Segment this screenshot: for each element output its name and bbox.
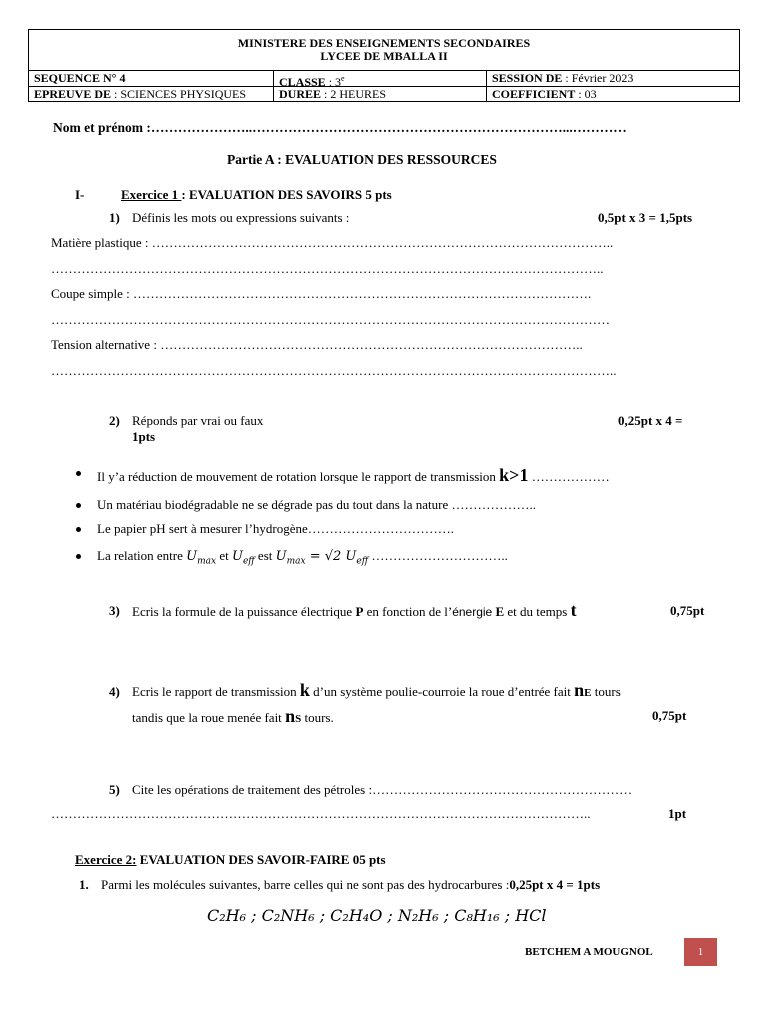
session-cell bbox=[487, 71, 739, 86]
header-row-1 bbox=[29, 71, 739, 87]
answer-line-3[interactable]: ………………………………………………………………………………………………………………….. bbox=[51, 363, 617, 378]
q4-text-d: tandis que la roue menée fait bbox=[132, 710, 286, 725]
epreuve-cell bbox=[29, 87, 274, 102]
q3-p: P bbox=[355, 604, 364, 619]
q1-text: Définis les mots ou expressions suivants : bbox=[132, 210, 350, 225]
q4-n1: n bbox=[574, 680, 585, 700]
school-name: LYCEE DE MBALLA II bbox=[320, 49, 448, 63]
statement-1-text: Il y’a réduction de mouvement de rotation lorsque le rapport de transmission bbox=[97, 469, 500, 484]
header-table bbox=[28, 29, 740, 102]
q1-number: 1) bbox=[109, 210, 120, 225]
q3-e: E bbox=[492, 604, 505, 619]
q4-text-a: Ecris le rapport de transmission bbox=[132, 684, 300, 699]
q3-energie: énergie bbox=[452, 605, 493, 619]
exercise-1-label: Exercice 1 bbox=[121, 187, 182, 202]
q5-number: 5) bbox=[109, 782, 120, 797]
sequence-cell: SEQUENCE N° 4 bbox=[29, 71, 274, 86]
exercise-2-heading bbox=[75, 852, 386, 868]
q4-text-c: tours bbox=[591, 684, 621, 699]
footer-author: BETCHEM A MOUGNOL bbox=[525, 946, 653, 958]
term-matiere-plastique[interactable]: Matière plastique : …………………………………………………………………………………………….. bbox=[51, 235, 614, 250]
ex2-q1-points: 0,25pt x 4 = 1pts bbox=[509, 877, 601, 892]
epreuve-label: EPREUVE DE bbox=[34, 87, 112, 101]
bullet-3-dot bbox=[76, 527, 81, 532]
duree-label: DUREE bbox=[279, 87, 322, 101]
statement-1[interactable] bbox=[97, 465, 610, 486]
page-number-badge bbox=[684, 938, 717, 966]
exercise-2-label: Exercice 2: bbox=[75, 852, 137, 867]
coefficient-label: COEFFICIENT bbox=[492, 87, 576, 101]
statement-4[interactable] bbox=[97, 548, 508, 567]
statement-4-et: et bbox=[216, 548, 232, 563]
statement-2[interactable]: Un matériau biodégradable ne se dégrade pas du tout dans la nature ……………….. bbox=[97, 497, 536, 512]
q3-text-a: Ecris la formule de la puissance électrique bbox=[132, 604, 356, 619]
relation-lhs-sub: max bbox=[286, 556, 306, 567]
answer-line-2[interactable]: ………………………………………………………………………………………………………………… bbox=[51, 312, 610, 327]
q4-n1-sub: E bbox=[584, 687, 592, 699]
statement-4-dots: ………………………….. bbox=[368, 548, 508, 563]
part-a-title: Partie A : EVALUATION DES RESSOURCES bbox=[227, 152, 497, 167]
q2-points-cont: 1pts bbox=[132, 429, 156, 444]
q2-text: Réponds par vrai ou faux bbox=[132, 413, 264, 428]
header-title-block bbox=[29, 30, 739, 71]
q4-text-e: tours. bbox=[301, 710, 334, 725]
epreuve-value: : SCIENCES PHYSIQUES bbox=[111, 87, 247, 101]
q3-number: 3) bbox=[109, 603, 120, 618]
q3-points: 0,75pt bbox=[670, 603, 705, 618]
q2-points: 0,25pt x 4 = bbox=[618, 413, 683, 428]
q3-text-b: en fonction de l’ bbox=[363, 604, 453, 619]
classe-value: : 3 bbox=[325, 75, 342, 89]
umax-sub: max bbox=[197, 556, 217, 567]
relation-lhs: U bbox=[275, 549, 287, 564]
statement-3[interactable]: Le papier pH sert à mesurer l’hydrogène……………………………. bbox=[97, 521, 455, 536]
q4-text-line2 bbox=[132, 706, 334, 727]
header-row-2 bbox=[29, 87, 739, 102]
statement-4-est: est bbox=[254, 548, 276, 563]
relation-rhs: = √2 U bbox=[305, 549, 357, 564]
q5-answer-line[interactable]: …………………………………………………………………………………………………………….. bbox=[51, 806, 591, 821]
q5-text[interactable]: Cite les opérations de traitement des pétroles :…………………………………………………… bbox=[132, 782, 633, 797]
duree-cell bbox=[274, 87, 487, 102]
term-tension-alternative[interactable]: Tension alternative : …………………………………………………………………………………….. bbox=[51, 337, 583, 352]
classe-cell bbox=[274, 71, 487, 89]
q3-text bbox=[132, 600, 577, 621]
classe-label: CLASSE bbox=[279, 75, 326, 89]
bullet-2-dot bbox=[76, 503, 81, 508]
session-value: : Février 2023 bbox=[562, 71, 634, 85]
duree-value: : 2 HEURES bbox=[321, 87, 387, 101]
q4-points: 0,75pt bbox=[652, 708, 687, 723]
ex2-q1-text bbox=[101, 877, 600, 893]
q1-points: 0,5pt x 3 = 1,5pts bbox=[598, 210, 693, 225]
section-number: I- bbox=[75, 187, 85, 202]
q2-number: 2) bbox=[109, 413, 120, 428]
q4-number: 4) bbox=[109, 684, 120, 699]
q4-text-b: d’un système poulie-courroie la roue d’entrée fait bbox=[309, 684, 575, 699]
umax-symbol: U bbox=[186, 549, 198, 564]
q4-text bbox=[132, 680, 621, 701]
exercise-1-title: : EVALUATION DES SAVOIRS 5 pts bbox=[181, 187, 392, 202]
statement-1-dots: ……………… bbox=[528, 469, 610, 484]
name-line[interactable]: Nom et prénom :…………………..……………………………………………………………...………… bbox=[53, 120, 627, 135]
ex2-q1-text-main: Parmi les molécules suivantes, barre celles qui ne sont pas des hydrocarbures : bbox=[101, 877, 510, 892]
bullet-4-dot bbox=[76, 554, 81, 559]
session-label: SESSION DE bbox=[492, 71, 563, 85]
page-number: 1 bbox=[697, 946, 704, 958]
q3-text-c: et du temps bbox=[504, 604, 571, 619]
coefficient-cell bbox=[487, 87, 739, 102]
exercise-2-title: EVALUATION DES SAVOIR-FAIRE 05 pts bbox=[136, 852, 386, 867]
statement-1-k: k>1 bbox=[499, 465, 529, 485]
q5-points: 1pt bbox=[668, 806, 687, 821]
q4-k: k bbox=[299, 680, 310, 700]
q4-n2-sub: S bbox=[295, 713, 302, 725]
exercise-1-heading bbox=[121, 187, 392, 203]
ex2-q1-number: 1. bbox=[79, 877, 89, 892]
ueff-symbol: U bbox=[232, 549, 243, 564]
relation-rhs-sub: eff bbox=[356, 556, 369, 567]
classe-sup: e bbox=[341, 74, 345, 83]
bullet-1-dot bbox=[76, 471, 81, 476]
answer-line-1[interactable]: ……………………………………………………………………………………………………………….. bbox=[51, 261, 604, 276]
molecule-list[interactable]: C₂H₆ ; C₂NH₆ ; C₂H₄O ; N₂H₆ ; C₈H₁₆ ; HCl bbox=[207, 906, 547, 925]
coefficient-value: : 03 bbox=[575, 87, 597, 101]
q4-n2: n bbox=[285, 706, 296, 726]
ministry-name: MINISTERE DES ENSEIGNEMENTS SECONDAIRES bbox=[237, 36, 531, 50]
term-coupe-simple[interactable]: Coupe simple : ……………………………………………………………………………………………. bbox=[51, 286, 592, 301]
ueff-sub: eff bbox=[242, 556, 255, 567]
statement-4-text: La relation entre bbox=[97, 548, 187, 563]
q3-t: t bbox=[570, 600, 577, 620]
